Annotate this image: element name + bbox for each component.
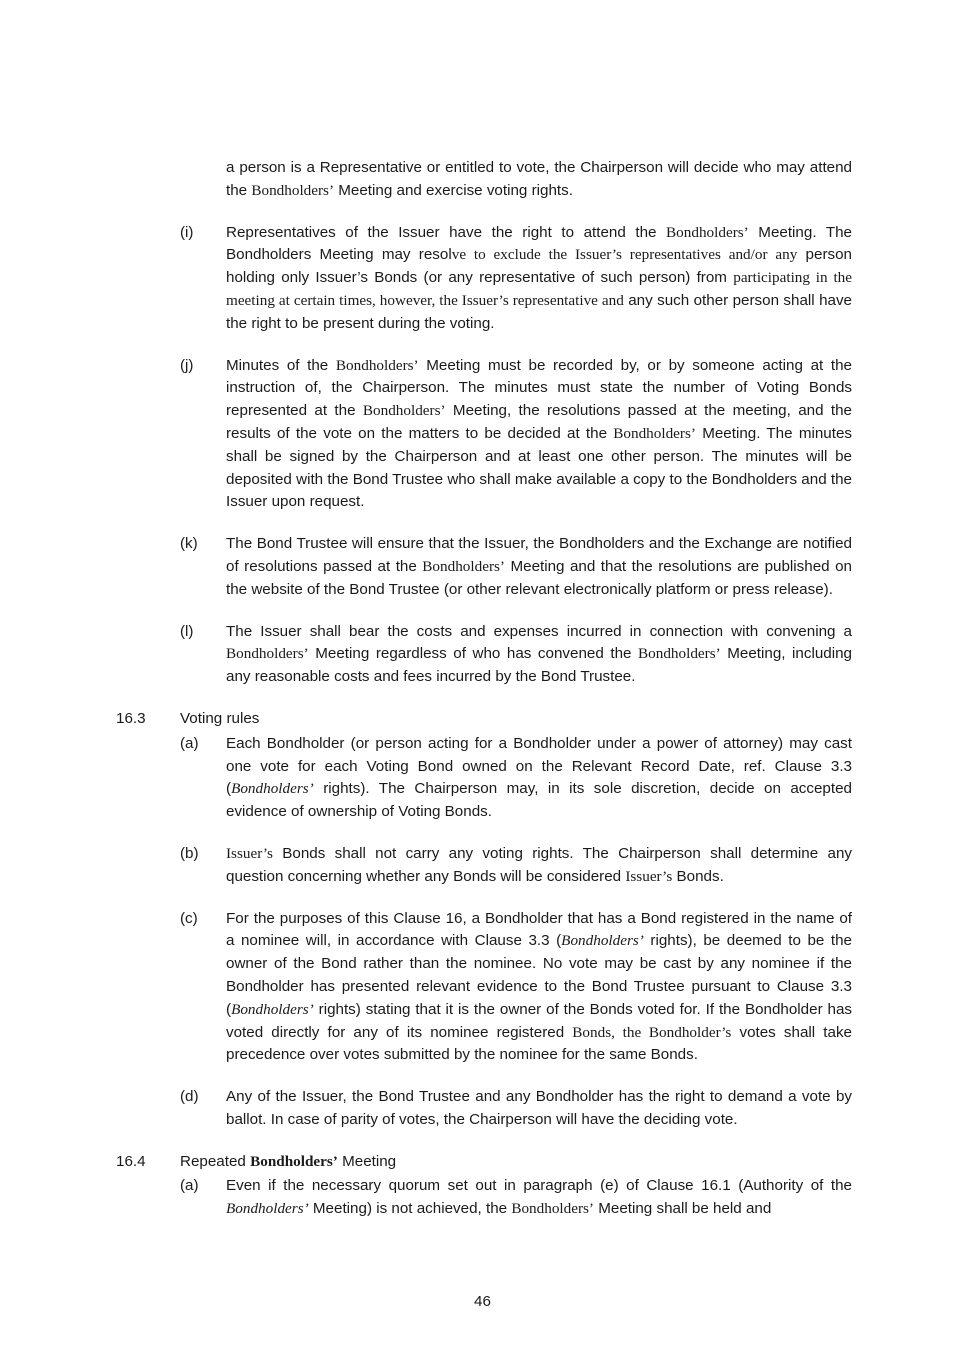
text-run: Bondholders’ [335, 356, 419, 374]
text-run: The Bond Trustee will ensure that the Issuer, the Bondholders and the Exchange are notified of resolutions passed at the [226, 535, 852, 575]
clause-item-b [116, 843, 852, 889]
text-run: Meeting. The minutes shall be signed by the Chairperson and at least one other person. The minutes will be deposited with the Bond Trustee who shall make available a copy to the Bondholders and the Issuer upon request. [226, 424, 852, 511]
text-run: Bondholders’ [362, 402, 446, 420]
section-number: 16.3 [116, 709, 146, 727]
clause-item-a [116, 733, 852, 824]
section-title: Voting rules [180, 709, 260, 727]
text-run: any such other person shall have the right to be present during the voting. [226, 291, 852, 332]
clause-item-j [116, 355, 852, 515]
text-run: Bondholders’ [231, 1000, 314, 1018]
text-run: Bondholders’ [251, 181, 335, 199]
text-run: Bondholders’ [511, 1200, 594, 1218]
text-run: Bondholders’ [231, 780, 314, 798]
item-marker: (k) [180, 535, 198, 553]
text-run: votes shall take precedence over votes submitted by the nominee for the same Bonds. [226, 1023, 853, 1064]
item-text [226, 733, 852, 824]
text-run: Issuer’s [226, 844, 273, 862]
text-run: Meeting must be recorded by, or by someone acting at the instruction of, the Chairperson. The minutes must state the number of Voting Bonds represented at the [226, 356, 853, 420]
text-run: Bondholders’ [422, 557, 505, 575]
text-run: rights), be deemed to be the owner of the Bond rather than the nominee. No vote may be cast by any nominee if the Bondholder has presented relevant evidence to the Bond Trustee pursuant to Clause 3.3 ( [226, 932, 852, 1018]
clause-item-d [116, 1086, 852, 1132]
text-run: Bonds shall not carry any voting rights. The Chairperson shall determine any question concerning whether any Bonds will be considered [226, 844, 852, 885]
text-run: Meeting, including any reasonable costs and fees incurred by the Bond Trustee. [226, 645, 852, 686]
text-run: Meeting, the resolutions passed at the meeting, and the results of the vote on the matters to be decided at the [226, 402, 852, 442]
item-text [226, 533, 852, 601]
text-run: Bondholders’ [638, 645, 721, 663]
text-run: Meeting [337, 1152, 397, 1170]
item-marker: (a) [180, 734, 199, 752]
page-content [116, 157, 852, 1240]
text-run: Bondholders’ [613, 424, 696, 442]
text-run: Minutes of the [226, 356, 336, 374]
item-marker: (c) [180, 909, 198, 927]
text-run: Meeting. The Bondholders Meeting may resol [226, 223, 852, 264]
item-marker: (l) [180, 622, 194, 640]
text-run: Meeting and exercise voting rights. [334, 181, 573, 199]
clause-item-i [116, 222, 852, 336]
section-heading-16-4 [116, 1151, 852, 1174]
continuation-paragraph [226, 157, 852, 203]
item-text [226, 1086, 852, 1132]
text-run: Repeated [180, 1152, 251, 1170]
clause-item-c [116, 908, 852, 1068]
clause-item-a-16-4 [116, 1175, 852, 1221]
text-run: ve to exclude the Issuer’s representatives and/or any [451, 246, 798, 264]
text-run: a person is a Representative or entitled to vote, the Chairperson will decide who may attend the [226, 159, 852, 199]
item-text [226, 355, 852, 515]
text-run: Bondholders’ [561, 932, 644, 950]
text-run: Each Bondholder (or person acting for a Bondholder under a power of attorney) may cast one vote for each Voting Bond owned on the Relevant Record Date, ref. Clause 3.3 ( [226, 734, 852, 798]
item-marker: (j) [180, 356, 194, 374]
text-run: For the purposes of this Clause 16, a Bondholder that has a Bond registered in the name of a nominee will, in accordance with Clause 3.3 ( [226, 909, 852, 950]
text-run: Meeting shall be held and [594, 1200, 772, 1218]
text-run: Even if the necessary quorum set out in paragraph (e) of Clause 16.1 (Authority of the [226, 1177, 852, 1195]
text-run: The Issuer shall bear the costs and expenses incurred in connection with convening a [226, 622, 852, 640]
text-run: Representatives of the Issuer have the right to attend the [226, 223, 667, 241]
text-run: Bondholders’ [666, 223, 749, 241]
item-marker: (d) [180, 1088, 199, 1106]
text-run: rights). The Chairperson may, in its sole discretion, decide on accepted evidence of ownership of Voting Bonds. [226, 780, 852, 821]
item-text [226, 908, 852, 1068]
text-run: Bonds. [672, 867, 724, 885]
item-text [226, 621, 852, 689]
clause-item-k [116, 533, 852, 601]
item-text [226, 1175, 852, 1221]
text-run: Meeting) is not achieved, the [308, 1200, 512, 1218]
text-run: Meeting and that the resolutions are published on the website of the Bond Trustee (or other relevant electronically platform or press release). [226, 557, 852, 598]
clause-item-l [116, 621, 852, 689]
text-run: Any of the Issuer, the Bond Trustee and any Bondholder has the right to demand a vote by ballot. In case of parity of votes, the Chairperson will have the deciding vote. [226, 1088, 852, 1128]
text-run: rights) stating that it is the owner of the Bonds voted for. If the Bondholder has voted directly for any of its nominee registered [226, 1000, 852, 1041]
item-text [226, 843, 852, 889]
section-title [180, 1151, 852, 1174]
item-marker: (b) [180, 844, 199, 862]
text-run: Issuer’s [625, 867, 673, 885]
item-marker: (i) [180, 223, 194, 241]
text-run: participating in the meeting at certain times, however, the Issuer’s representative and [226, 269, 853, 309]
text-run: Bondholders’ [226, 1200, 309, 1218]
section-heading-16-3 [116, 708, 852, 731]
item-text [226, 222, 852, 336]
text-run: Meeting regardless of who has convened the [308, 645, 639, 663]
text-run: Bondholders’ [226, 645, 309, 663]
page-number: 46 [474, 1293, 491, 1310]
text-run: person holding only Issuer’s Bonds (or any representative of such person) from [226, 246, 852, 287]
text-run: Bonds, the Bondholder’s [572, 1023, 732, 1041]
section-number: 16.4 [116, 1152, 146, 1170]
text-run: Bondholders’ [250, 1152, 338, 1170]
item-marker: (a) [180, 1177, 199, 1195]
